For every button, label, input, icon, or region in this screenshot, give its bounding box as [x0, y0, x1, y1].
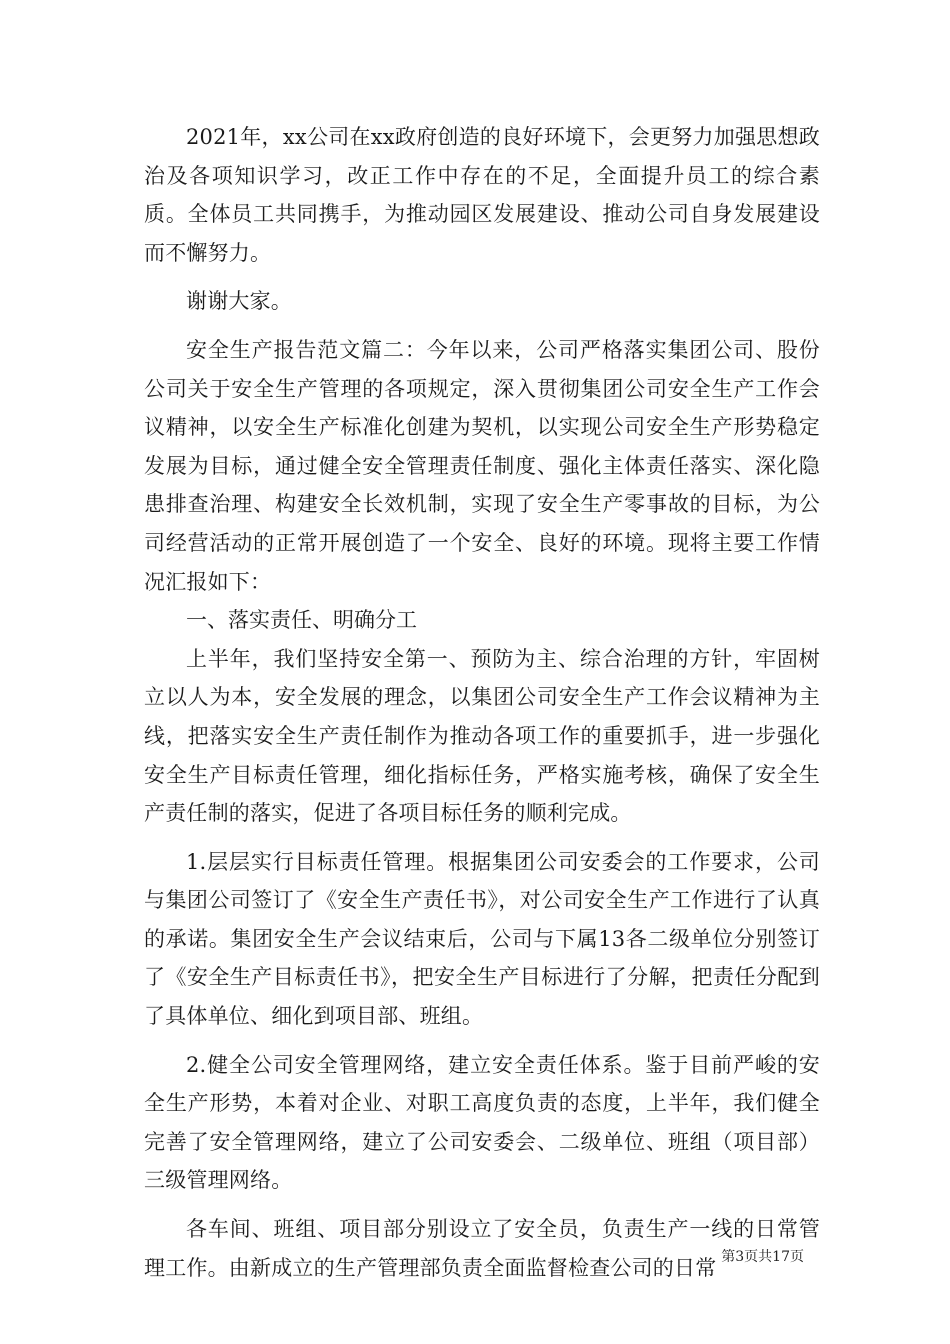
paragraph-closing-outlook: 2021年，xx公司在xx政府创造的良好环境下，会更努力加强思想政治及各项知识学习，改正工作中存在的不足，全面提升员工的综合素质。全体员工共同携手，为推动园区发展建设、推动公司自身发展建设而不懈努力。 — [144, 125, 820, 265]
paragraph-first-half-policy: 上半年，我们坚持安全第一、预防为主、综合治理的方针，牢固树立以人为本，安全发展的理念，以集团公司安全生产工作会议精神为主线，把落实安全生产责任制作为推动各项工作的重要抓手，进一步强化安全生产目标责任管理，细化指标任务，严格实施考核，确保了安全生产责任制的落实，促进了各项目标任务的顺利完成。 — [144, 646, 820, 826]
paragraph-thanks: 谢谢大家。 — [186, 289, 292, 314]
page-number-footer: 第3页共17页 — [721, 1249, 804, 1265]
paragraph-item-2: 2.健全公司安全管理网络，建立安全责任体系。鉴于目前严峻的安全生产形势，本着对企业、对职工高度负责的态度，上半年，我们健全完善了安全管理网络，建立了公司安委会、二级单位、班组（项目部）三级管理网络。 — [144, 1052, 820, 1193]
paragraph-item-1: 1.层层实行目标责任管理。根据集团公司安委会的工作要求，公司与集团公司签订了《安全生产责任书》，对公司安全生产工作进行了认真的承诺。集团安全生产会议结束后，公司与下属13各二级单位分别签订了《安全生产目标责任书》，把安全生产目标进行了分解，把责任分配到了具体单位、细化到项目部、班组。 — [144, 849, 820, 1029]
paragraph-safety-staff: 各车间、班组、项目部分别设立了安全员，负责生产一线的日常管理工作。由新成立的生产管理部负责全面监督检查公司的日常 — [144, 1217, 820, 1280]
document-body — [144, 118, 820, 1287]
section-heading-responsibility: 一、落实责任、明确分工 — [186, 608, 417, 633]
paragraph-report-intro: 安全生产报告范文篇二：今年以来，公司严格落实集团公司、股份公司关于安全生产管理的各项规定，深入贯彻集团公司安全生产工作会议精神，以安全生产标准化创建为契机，以实现公司安全生产形势稳定发展为目标，通过健全安全管理责任制度、强化主体责任落实、深化隐患排查治理、构建安全长效机制，实现了安全生产零事故的目标，为公司经营活动的正常开展创造了一个安全、良好的环境。现将主要工作情况汇报如下： — [144, 337, 820, 594]
